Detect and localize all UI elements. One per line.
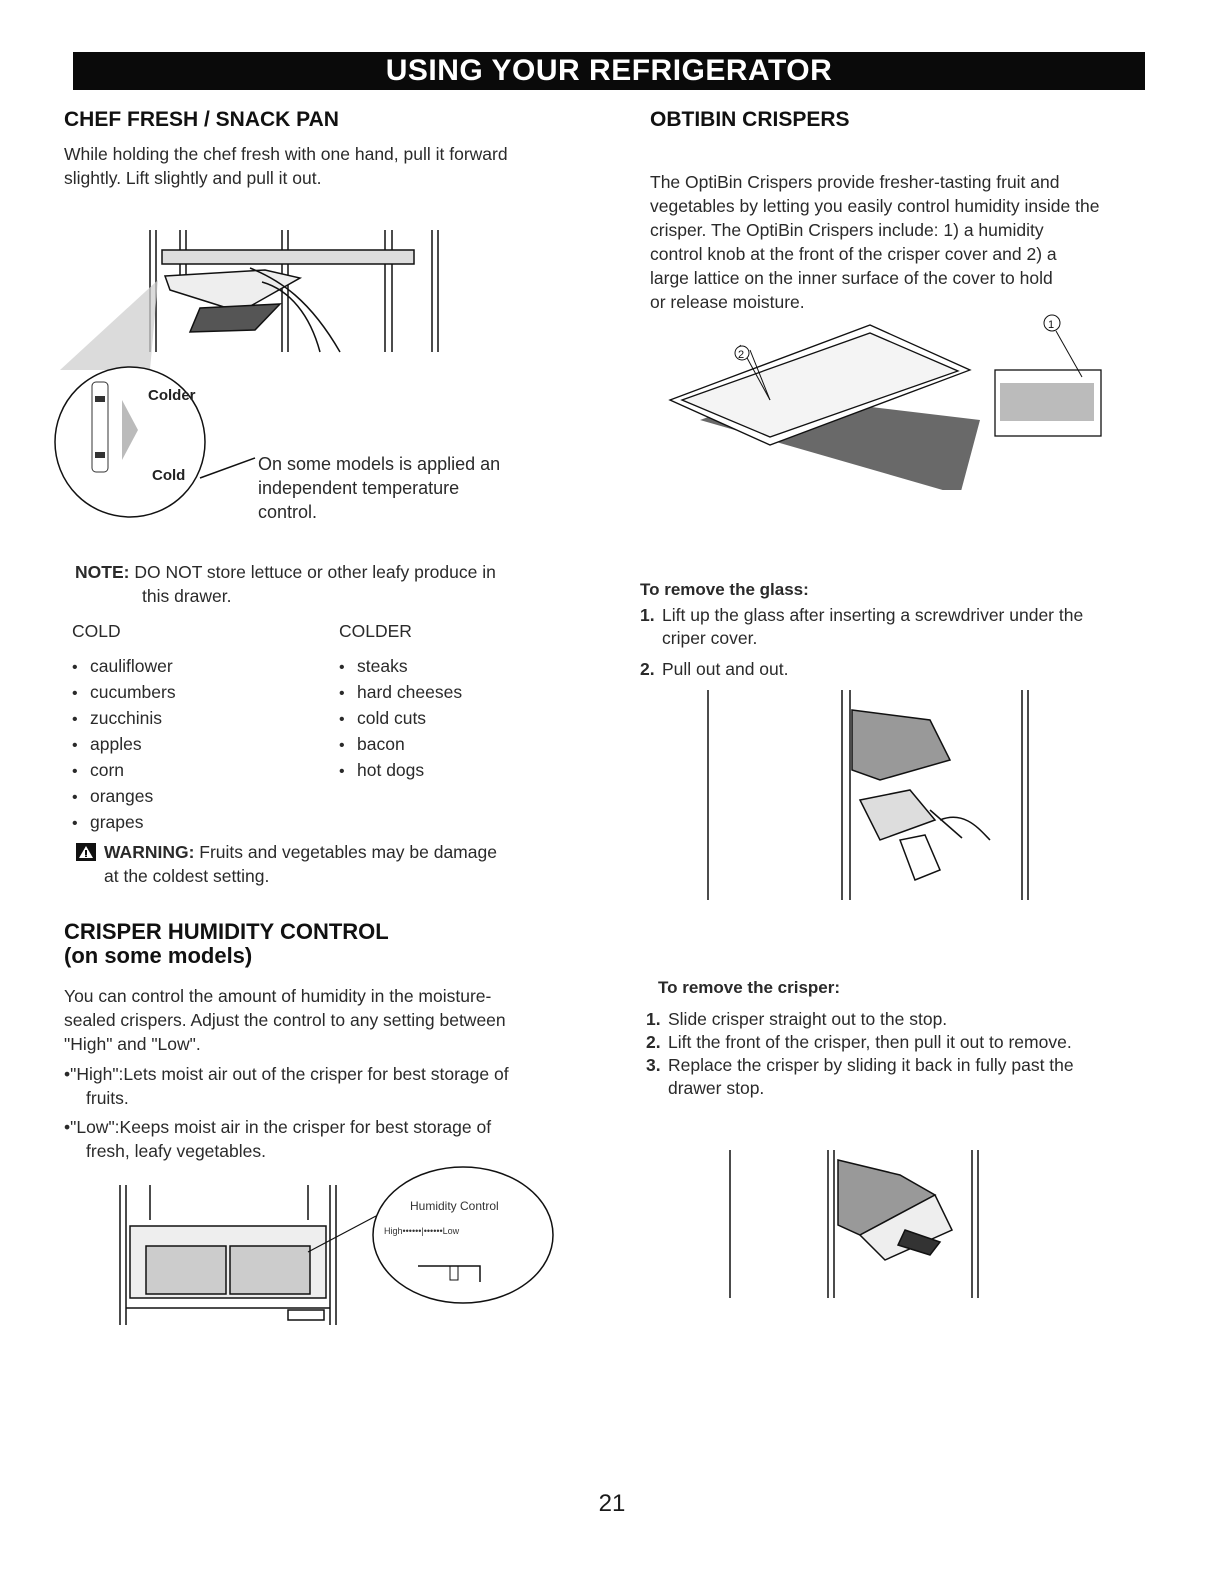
step-text: drawer stop. xyxy=(668,1078,765,1098)
step-text: criper cover. xyxy=(662,628,758,648)
page-number: 21 xyxy=(598,1490,626,1517)
remove-glass-title xyxy=(640,578,809,602)
remove-crisper-steps xyxy=(646,1008,1166,1100)
humidity-title-line: CRISPER HUMIDITY CONTROL xyxy=(64,919,389,944)
optibin-body-line: The OptiBin Crispers provide fresher-tasting fruit and xyxy=(650,172,1060,192)
humidity-body xyxy=(64,984,506,1056)
callout-colder-label: Colder xyxy=(148,387,196,404)
list-item: • hard cheeses xyxy=(339,680,462,706)
page-banner: USING YOUR REFRIGERATOR xyxy=(73,52,1145,90)
chef-body-line: slightly. Lift slightly and pull it out. xyxy=(64,168,322,188)
step-text: Slide crisper straight out to the stop. xyxy=(668,1009,948,1029)
step-text: Replace the crisper by sliding it back in fully past the xyxy=(668,1055,1074,1075)
optibin-title: OBTIBIN CRISPERS xyxy=(650,108,850,131)
step-number: 1. xyxy=(646,1009,661,1029)
note-line: DO NOT store lettuce or other leafy produce in xyxy=(134,562,496,582)
optibin-body xyxy=(650,170,1099,314)
list-item: • cauliflower xyxy=(72,654,176,680)
optibin-illustration xyxy=(660,305,1120,490)
humidity-high-note xyxy=(64,1062,509,1110)
caption-line: On some models is applied an xyxy=(258,454,501,474)
list-item: • apples xyxy=(72,732,176,758)
step-number: 2. xyxy=(640,659,655,679)
colder-column-header: COLDER xyxy=(339,621,412,641)
remove-glass-steps xyxy=(640,604,1160,681)
caption-line: independent temperature xyxy=(258,478,460,498)
step-number: 3. xyxy=(646,1055,661,1075)
remove-crisper-heading: To remove the crisper: xyxy=(658,978,841,997)
marker-1: 1 xyxy=(1048,319,1055,331)
chef-body-line: While holding the chef fresh with one hand, pull it forward xyxy=(64,144,508,164)
list-item: • corn xyxy=(72,758,176,784)
chef-callout-caption xyxy=(258,452,500,524)
humidity-body-line: sealed crispers. Adjust the control to any setting between xyxy=(64,1010,506,1030)
optibin-body-line: vegetables by letting you easily control humidity inside the xyxy=(650,196,1100,216)
dial-scale: High••••••|••••••Low xyxy=(384,1226,460,1236)
optibin-body-line: large lattice on the inner surface of the cover to hold xyxy=(650,268,1053,288)
note-line: this drawer. xyxy=(142,586,232,606)
humidity-illustration xyxy=(118,1160,558,1335)
list-item: • zucchinis xyxy=(72,706,176,732)
list-item: • cucumbers xyxy=(72,680,176,706)
high-line: •"High":Lets moist air out of the crisper for best storage of xyxy=(64,1064,509,1084)
warning-label: WARNING: xyxy=(104,842,195,862)
remove-glass-heading: To remove the glass: xyxy=(640,580,809,599)
dial-title: Humidity Control xyxy=(410,1199,499,1213)
cold-items-list xyxy=(72,654,176,836)
list-item: • hot dogs xyxy=(339,758,462,784)
list-item: • oranges xyxy=(72,784,176,810)
humidity-body-line: You can control the amount of humidity in the moisture- xyxy=(64,986,492,1006)
note-label: NOTE: xyxy=(75,562,130,582)
warning-icon xyxy=(76,843,96,861)
caption-line: control. xyxy=(258,502,318,522)
chef-fresh-title: CHEF FRESH / SNACK PAN xyxy=(64,108,339,131)
step-number: 2. xyxy=(646,1032,661,1052)
humidity-low-note xyxy=(64,1115,491,1163)
step-text: Lift up the glass after inserting a screwdriver under the xyxy=(662,605,1084,625)
cold-column-header: COLD xyxy=(72,621,121,641)
warning-text xyxy=(104,840,497,888)
chef-fresh-body xyxy=(64,142,508,190)
callout-cold-label: Cold xyxy=(152,467,186,484)
chef-note xyxy=(75,560,575,608)
low-line: fresh, leafy vegetables. xyxy=(86,1141,266,1161)
high-line: fruits. xyxy=(86,1088,129,1108)
humidity-title-line: (on some models) xyxy=(64,943,253,968)
remove-crisper-title xyxy=(658,976,840,1000)
low-line: •"Low":Keeps moist air in the crisper for best storage of xyxy=(64,1117,492,1137)
list-item: • cold cuts xyxy=(339,706,462,732)
warning-line: at the coldest setting. xyxy=(104,866,270,886)
optibin-body-line: or release moisture. xyxy=(650,292,805,312)
step-text: Lift the front of the crisper, then pull it out to remove. xyxy=(668,1032,1072,1052)
colder-items-list xyxy=(339,654,462,784)
list-item: • bacon xyxy=(339,732,462,758)
remove-glass-illustration xyxy=(700,690,1040,905)
list-item: • grapes xyxy=(72,810,176,836)
marker-2: 2 xyxy=(738,349,745,361)
remove-crisper-illustration xyxy=(720,1150,990,1300)
optibin-body-line: crisper. The OptiBin Crispers include: 1) a humidity xyxy=(650,220,1044,240)
humidity-title xyxy=(64,920,389,968)
optibin-body-line: control knob at the front of the crisper cover and 2) a xyxy=(650,244,1057,264)
list-item: • steaks xyxy=(339,654,462,680)
step-text: Pull out and out. xyxy=(662,659,789,679)
humidity-body-line: "High" and "Low". xyxy=(64,1034,201,1054)
warning-line: Fruits and vegetables may be damage xyxy=(199,842,497,862)
step-number: 1. xyxy=(640,605,655,625)
